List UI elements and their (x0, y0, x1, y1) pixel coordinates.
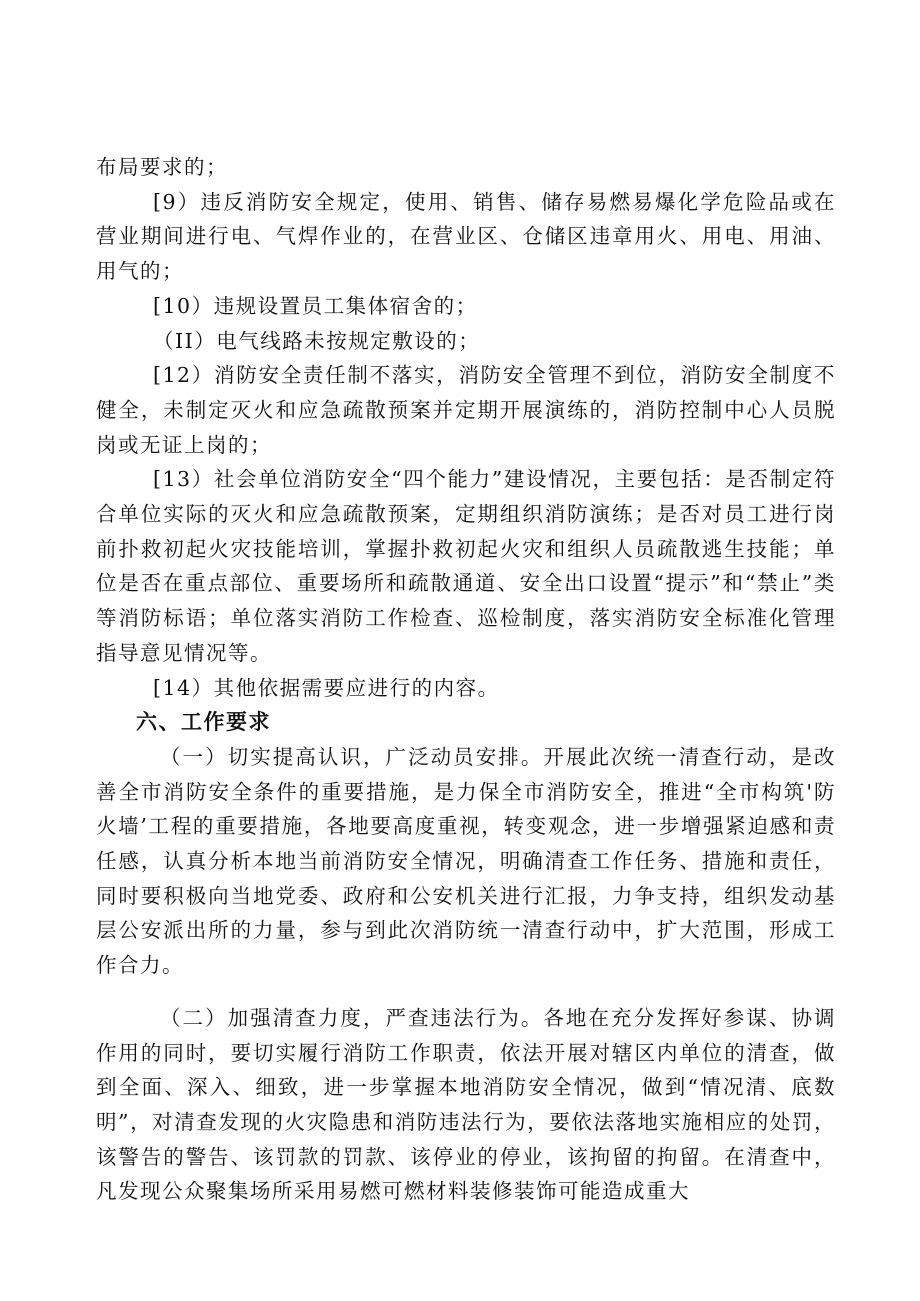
paragraph-continued: 布局要求的； (96, 155, 228, 179)
requirement-1: （一）切实提高认识，广泛动员安排。开展此次统一清查行动，是改善全市消防安全条件的重要措施，是力保全市消防安全，推进“全市构筑'防火墙’工程的重要措施，各地要高度重视，转变观念，进一步增强紧迫感和责任感，认真分析本地当前消防安全情况，明确清查工作任务、措施和责任，同时要积极向当地党委、政府和公安机关进行汇报，力争支持，组织发动基层公安派出所的力量，参与到此次消防统一清查行动中，扩大范围，形成工作合力。 (96, 744, 836, 978)
section-heading: 六、工作要求 (136, 710, 271, 735)
paragraph-item-12: [12）消防安全责任制不落实，消防安全管理不到位，消防安全制度不健全，未制定灭火和应急疏散预案并定期开展演练的，消防控制中心人员脱岗或无证上岗的； (96, 363, 836, 457)
document-body (96, 150, 836, 1209)
requirement-2: （二）加强清查力度，严查违法行为。各地在充分发挥好参谋、协调作用的同时，要切实履行消防工作职责，依法开展对辖区内单位的清查，做到全面、深入、细致，进一步掌握本地消防安全情况，做到“情况清、底数明”，对清查发现的火灾隐患和消防违法行为，要依法落地实施相应的处罚，该警告的警告、该罚款的罚款、该停业的停业，该拘留的拘留。在清查中，凡发现公众聚集场所采用易燃可燃材料装修装饰可能造成重大 (96, 1005, 836, 1204)
paragraph-item-9: [9）违反消防安全规定，使用、销售、储存易燃易爆化学危险品或在营业期间进行电、气焊作业的，在营业区、仓储区违章用火、用电、用油、用气的； (96, 189, 836, 284)
paragraph-item-11: （II）电气线路未按规定敷设的； (153, 328, 481, 353)
paragraph-item-13: [13）社会单位消防安全“四个能力”建设情况，主要包括：是否制定符合单位实际的灭火和应急疏散预案，定期组织消防演练；是否对员工进行岗前扑救初起火灾技能培训，掌握扑救初起火灾和组织人员疏散逃生技能；单位是否在重点部位、重要场所和疏散通道、安全出口设置“提示”和“禁止”类等消防标语；单位落实消防工作检查、巡检制度，落实消防安全标准化管理指导意见情况等。 (96, 467, 836, 665)
paragraph-item-14: [14）其他依据需要应进行的内容。 (153, 675, 500, 700)
paragraph-item-10: [10）违规设置员工集体宿舍的； (153, 293, 478, 318)
